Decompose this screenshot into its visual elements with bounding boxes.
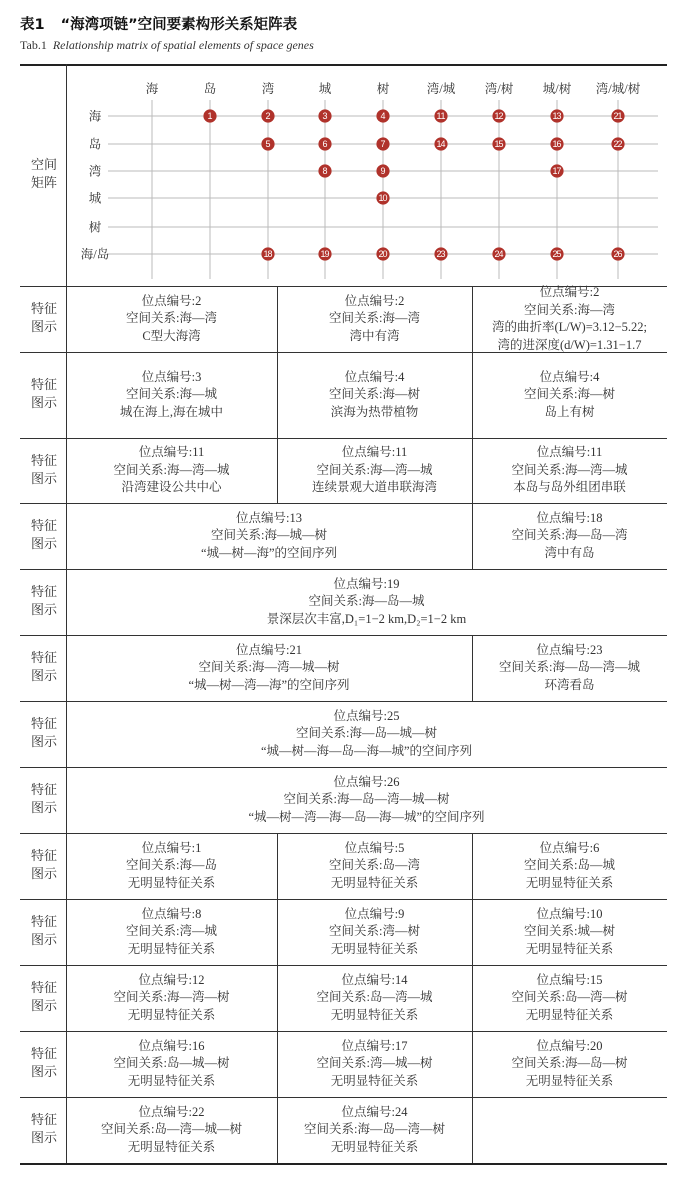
site-number: 位点编号:2	[539, 285, 600, 299]
feature-row-label: 特征图示	[30, 378, 57, 411]
feature-cell-text	[329, 840, 420, 893]
matrix-dot-label: 19	[320, 249, 330, 260]
matrix-column-header: 树	[376, 82, 390, 96]
spatial-relation: 空间关系:海—树	[329, 387, 420, 402]
feature-description: 景深层次丰富,D₁=1−2 km,D₂=1−2 km	[266, 611, 467, 626]
feature-cell-text	[317, 972, 433, 1025]
matrix-dot-label: 15	[494, 139, 504, 150]
spatial-relation: 空间关系:海—岛	[126, 858, 217, 873]
feature-description: 无明显特征关系	[525, 875, 614, 890]
feature-description: “城—树—湾—海”的空间序列	[188, 677, 350, 692]
feature-cell-text	[512, 444, 628, 497]
feature-cell-text	[524, 369, 615, 422]
site-number: 位点编号:6	[539, 840, 600, 855]
site-number: 位点编号:18	[536, 510, 603, 525]
feature-cell-text	[126, 840, 217, 893]
feature-row-label: 特征图示	[30, 453, 57, 487]
site-number: 位点编号:10	[536, 906, 603, 921]
matrix-dot	[376, 164, 389, 177]
spatial-relation: 空间关系:岛—湾—城	[316, 990, 433, 1005]
feature-cell	[66, 899, 277, 965]
spatial-relation: 空间关系:海—城—树	[211, 528, 327, 543]
spatial-relation: 空间关系:岛—湾	[329, 858, 420, 873]
site-number: 位点编号:1	[141, 840, 202, 855]
feature-row-label: 特征图示	[30, 519, 57, 552]
feature-cell-text	[126, 906, 217, 959]
feature-description: 湾的曲折率(L/W)=3.12−5.22;	[491, 320, 648, 334]
empty-cell	[472, 1097, 667, 1163]
feature-cell	[472, 1031, 667, 1097]
feature-description: “城—树—湾—海—岛—海—城”的空间序列	[248, 809, 485, 824]
site-number: 位点编号:9	[344, 906, 405, 921]
matrix-dot	[318, 109, 331, 122]
feature-cell	[277, 965, 472, 1031]
spatial-relation: 空间关系:海—岛—城	[308, 594, 425, 609]
feature-cell-text	[126, 293, 217, 346]
feature-description: 滨海为热带植物	[330, 404, 419, 419]
feature-cell	[66, 965, 277, 1031]
matrix-dot	[550, 164, 563, 177]
feature-description: 湾中有岛	[544, 545, 595, 560]
feature-cell	[277, 352, 472, 438]
matrix-dot	[550, 137, 563, 150]
site-number: 位点编号:2	[141, 293, 202, 308]
matrix-dot	[550, 247, 563, 260]
feature-description: 无明显特征关系	[127, 941, 216, 956]
feature-cell	[66, 701, 667, 767]
matrix-dot-label: 5	[265, 139, 271, 150]
feature-cell-text	[524, 840, 615, 893]
site-number: 位点编号:12	[138, 972, 205, 987]
matrix-row-header: 海/岛	[80, 247, 110, 262]
spatial-relation: 空间关系:城—树	[524, 924, 615, 939]
matrix-dot-label: 3	[322, 111, 328, 122]
spatial-relation: 空间关系:湾—城	[126, 924, 217, 939]
spatial-relation: 空间关系:岛—湾—树	[511, 990, 628, 1005]
feature-description: 无明显特征关系	[330, 941, 419, 956]
feature-description: 无明显特征关系	[127, 1139, 216, 1154]
feature-cell	[66, 569, 667, 635]
feature-description: 无明显特征关系	[330, 1007, 419, 1022]
feature-cell-text	[312, 444, 437, 497]
spatial-relation: 空间关系:岛—城	[524, 858, 615, 873]
feature-description: 连续景观大道串联海湾	[311, 480, 437, 495]
matrix-dot-label: 2	[265, 111, 271, 122]
feature-cell-text	[499, 642, 640, 695]
feature-description: 湾的进深度(d/W)=1.31−1.7	[497, 337, 642, 352]
site-number: 位点编号:17	[341, 1038, 408, 1053]
spatial-relation: 空间关系:海—城	[126, 387, 217, 402]
matrix-dot-label: 9	[380, 166, 386, 177]
matrix-dot-label: 12	[494, 111, 504, 122]
matrix-dot-label: 10	[378, 193, 388, 204]
matrix-dot	[203, 109, 216, 122]
matrix-dot-label: 6	[322, 139, 328, 150]
table-bottom-rule	[20, 1163, 667, 1165]
feature-description: 环湾看岛	[544, 677, 595, 692]
matrix-column-header: 海	[145, 82, 159, 96]
feature-row-label: 特征图示	[30, 302, 57, 335]
matrix-dot-label: 16	[552, 139, 562, 150]
site-number: 位点编号:2	[344, 293, 405, 308]
matrix-dot-label: 14	[436, 139, 446, 150]
matrix-dot-label: 21	[613, 111, 623, 122]
matrix-dot	[376, 137, 389, 150]
feature-description: 无明显特征关系	[525, 941, 614, 956]
spatial-relation: 空间关系:海—湾—树	[113, 990, 230, 1005]
feature-cell-text	[114, 972, 230, 1025]
feature-row-label: 特征图示	[30, 849, 57, 882]
site-number: 位点编号:11	[138, 445, 205, 460]
feature-cell-text	[512, 510, 628, 563]
feature-cell-text	[512, 1038, 628, 1091]
site-number: 位点编号:4	[344, 369, 405, 384]
feature-cell-text	[524, 906, 615, 959]
matrix-dot-label: 4	[380, 111, 386, 122]
feature-cell-text	[267, 576, 466, 629]
feature-cell	[66, 1031, 277, 1097]
feature-description: 无明显特征关系	[525, 1007, 614, 1022]
matrix-dot	[492, 109, 505, 122]
site-number: 位点编号:11	[341, 445, 408, 460]
feature-cell-text	[329, 369, 420, 422]
matrix-dot	[550, 109, 563, 122]
matrix-dot-label: 7	[380, 139, 386, 150]
site-number: 位点编号:24	[341, 1104, 408, 1119]
feature-description: 岛上有树	[544, 404, 595, 419]
site-number: 位点编号:25	[333, 708, 400, 723]
table-title: “海湾项链”空间要素构形关系矩阵表	[60, 17, 298, 33]
matrix-column-header: 城	[318, 82, 332, 96]
feature-cell-text	[329, 293, 420, 346]
site-number: 位点编号:11	[536, 445, 603, 460]
site-number: 位点编号:22	[138, 1104, 205, 1119]
matrix-column-header: 湾/城	[426, 82, 456, 96]
feature-cell	[66, 833, 277, 899]
matrix-row-header: 城	[88, 191, 102, 206]
matrix-dot	[434, 109, 447, 122]
feature-cell	[472, 286, 667, 352]
spatial-relation: 空间关系:湾—树	[329, 924, 420, 939]
feature-cell	[472, 503, 667, 569]
spatial-relation: 空间关系:岛—城—树	[113, 1056, 230, 1071]
feature-description: “城—树—海—岛—海—城”的空间序列	[260, 743, 473, 758]
feature-cell	[66, 352, 277, 438]
spatial-relation: 空间关系:海—岛—城—树	[296, 726, 437, 741]
spatial-relation: 空间关系:海—岛—湾	[511, 528, 628, 543]
feature-row-label: 特征图示	[30, 981, 57, 1014]
matrix-dot	[611, 247, 624, 260]
feature-description: 本岛与岛外组团串联	[513, 480, 626, 495]
spatial-matrix-chart	[0, 0, 687, 300]
feature-cell	[472, 635, 667, 701]
table-title-english: Relationship matrix of spatial elements of space genes	[52, 38, 314, 52]
site-number: 位点编号:20	[536, 1038, 603, 1053]
site-number: 位点编号:21	[236, 642, 302, 657]
feature-row-label: 特征图示	[30, 717, 57, 750]
feature-cell	[472, 965, 667, 1031]
spatial-relation: 空间关系:海—湾	[329, 311, 420, 326]
spatial-relation: 空间关系:海—岛—湾—城	[499, 660, 640, 675]
matrix-dot	[318, 247, 331, 260]
feature-description: 湾中有湾	[349, 328, 400, 343]
feature-cell	[277, 833, 472, 899]
spatial-relation: 空间关系:海—湾	[524, 302, 615, 317]
feature-cell	[472, 899, 667, 965]
matrix-column-header: 岛	[203, 82, 217, 96]
feature-row-label: 特征图示	[30, 915, 57, 948]
matrix-dot	[492, 247, 505, 260]
feature-description: 无明显特征关系	[330, 1139, 419, 1154]
matrix-dot-label: 13	[552, 111, 562, 122]
site-number: 位点编号:19	[333, 576, 400, 591]
feature-cell	[472, 352, 667, 438]
site-number: 位点编号:23	[536, 642, 603, 657]
feature-cell	[66, 767, 667, 833]
feature-cell	[66, 286, 277, 352]
spatial-relation: 空间关系:海—湾—城	[316, 462, 433, 477]
feature-description: 城在海上,海在城中	[119, 404, 224, 419]
matrix-column-header: 湾/树	[484, 82, 514, 96]
table-number-english: Tab.1	[20, 38, 47, 52]
feature-cell-text	[188, 642, 349, 695]
matrix-dot	[492, 137, 505, 150]
feature-cell-text	[317, 1038, 433, 1091]
feature-cell-text	[248, 774, 484, 827]
feature-description: 无明显特征关系	[127, 1073, 216, 1088]
site-number: 位点编号:8	[141, 906, 202, 921]
matrix-dot	[434, 137, 447, 150]
feature-cell	[66, 1097, 277, 1163]
feature-row-label: 特征图示	[30, 783, 57, 816]
matrix-column-header: 城/树	[542, 82, 572, 96]
spatial-relation: 空间关系:海—岛—树	[511, 1056, 628, 1071]
matrix-dot	[318, 137, 331, 150]
feature-description: 无明显特征关系	[525, 1073, 614, 1088]
feature-cell-text	[101, 1104, 242, 1157]
spatial-relation: 空间关系:海—湾—城	[511, 462, 628, 477]
matrix-row-header: 海	[88, 109, 102, 124]
feature-description: 无明显特征关系	[330, 1073, 419, 1088]
feature-cell-text	[492, 284, 647, 354]
matrix-row-header: 湾	[88, 164, 102, 179]
feature-cell	[277, 286, 472, 352]
matrix-dot-label: 26	[613, 249, 623, 260]
matrix-dot-label: 25	[552, 249, 562, 260]
matrix-dot	[261, 137, 274, 150]
matrix-row-header: 岛	[88, 137, 102, 152]
matrix-dot-label: 11	[436, 111, 446, 122]
site-number: 位点编号:26	[333, 774, 400, 789]
site-number: 位点编号:5	[344, 840, 405, 855]
feature-cell-text	[329, 906, 420, 959]
feature-cell	[472, 833, 667, 899]
feature-cell-text	[114, 444, 230, 497]
matrix-row-header: 树	[88, 220, 102, 235]
matrix-dot	[376, 247, 389, 260]
matrix-dot	[376, 109, 389, 122]
feature-description: 无明显特征关系	[330, 875, 419, 890]
feature-cell-text	[114, 1038, 230, 1091]
spatial-relation: 空间关系:海—湾—城—树	[198, 660, 340, 675]
matrix-dot	[261, 109, 274, 122]
feature-cell	[277, 899, 472, 965]
feature-row-label: 特征图示	[30, 1047, 57, 1080]
matrix-dot	[611, 109, 624, 122]
matrix-dot-label: 1	[207, 111, 213, 122]
feature-cell-text	[261, 708, 472, 761]
feature-row-label: 特征图示	[30, 585, 57, 618]
spatial-relation: 空间关系:湾—城—树	[316, 1056, 433, 1071]
matrix-dot	[261, 247, 274, 260]
spatial-relation: 空间关系:海—树	[524, 387, 615, 402]
spatial-relation: 空间关系:海—岛—湾—城—树	[283, 792, 450, 807]
feature-description: 无明显特征关系	[127, 1007, 216, 1022]
feature-cell-text	[201, 510, 337, 563]
matrix-dot	[611, 137, 624, 150]
feature-description: 无明显特征关系	[127, 875, 216, 890]
matrix-dot	[376, 191, 389, 204]
feature-cell	[472, 438, 667, 503]
site-number: 位点编号:13	[236, 510, 302, 525]
matrix-column-header: 湾/城/树	[595, 82, 641, 96]
spatial-relation: 空间关系:海—湾	[126, 311, 217, 326]
site-number: 位点编号:4	[539, 369, 600, 384]
spatial-relation: 空间关系:海—湾—城	[113, 462, 230, 477]
feature-description: 沿湾建设公共中心	[121, 480, 222, 495]
feature-cell	[277, 1031, 472, 1097]
matrix-dot-label: 20	[378, 249, 388, 260]
feature-cell	[277, 1097, 472, 1163]
feature-row-label: 特征图示	[30, 1113, 57, 1146]
feature-cell-text	[304, 1104, 445, 1157]
table-number: 表1	[20, 17, 45, 33]
matrix-dot	[434, 247, 447, 260]
site-number: 位点编号:14	[341, 972, 408, 987]
matrix-dot-label: 18	[263, 249, 273, 260]
matrix-dot	[318, 164, 331, 177]
site-number: 位点编号:16	[138, 1038, 205, 1053]
matrix-dot-label: 22	[613, 139, 623, 150]
matrix-dot-label: 8	[322, 166, 328, 177]
feature-cell-text	[120, 369, 223, 422]
matrix-row-label: 空间矩阵	[30, 158, 57, 191]
matrix-dot-label: 17	[552, 166, 562, 177]
feature-description: “城—树—海”的空间序列	[200, 545, 338, 560]
site-number: 位点编号:15	[536, 972, 603, 987]
matrix-column-header: 湾	[261, 82, 275, 96]
spatial-relation: 空间关系:海—岛—湾—树	[304, 1122, 445, 1137]
feature-row-label: 特征图示	[30, 651, 57, 684]
matrix-dot-label: 23	[436, 249, 446, 260]
feature-cell	[66, 635, 472, 701]
feature-cell	[66, 438, 277, 503]
feature-cell-text	[512, 972, 628, 1025]
feature-description: C型大海湾	[142, 328, 201, 343]
matrix-dot-label: 24	[494, 249, 504, 260]
feature-cell	[277, 438, 472, 503]
site-number: 位点编号:3	[141, 369, 202, 384]
feature-cell	[66, 503, 472, 569]
spatial-relation: 空间关系:岛—湾—城—树	[101, 1122, 242, 1137]
